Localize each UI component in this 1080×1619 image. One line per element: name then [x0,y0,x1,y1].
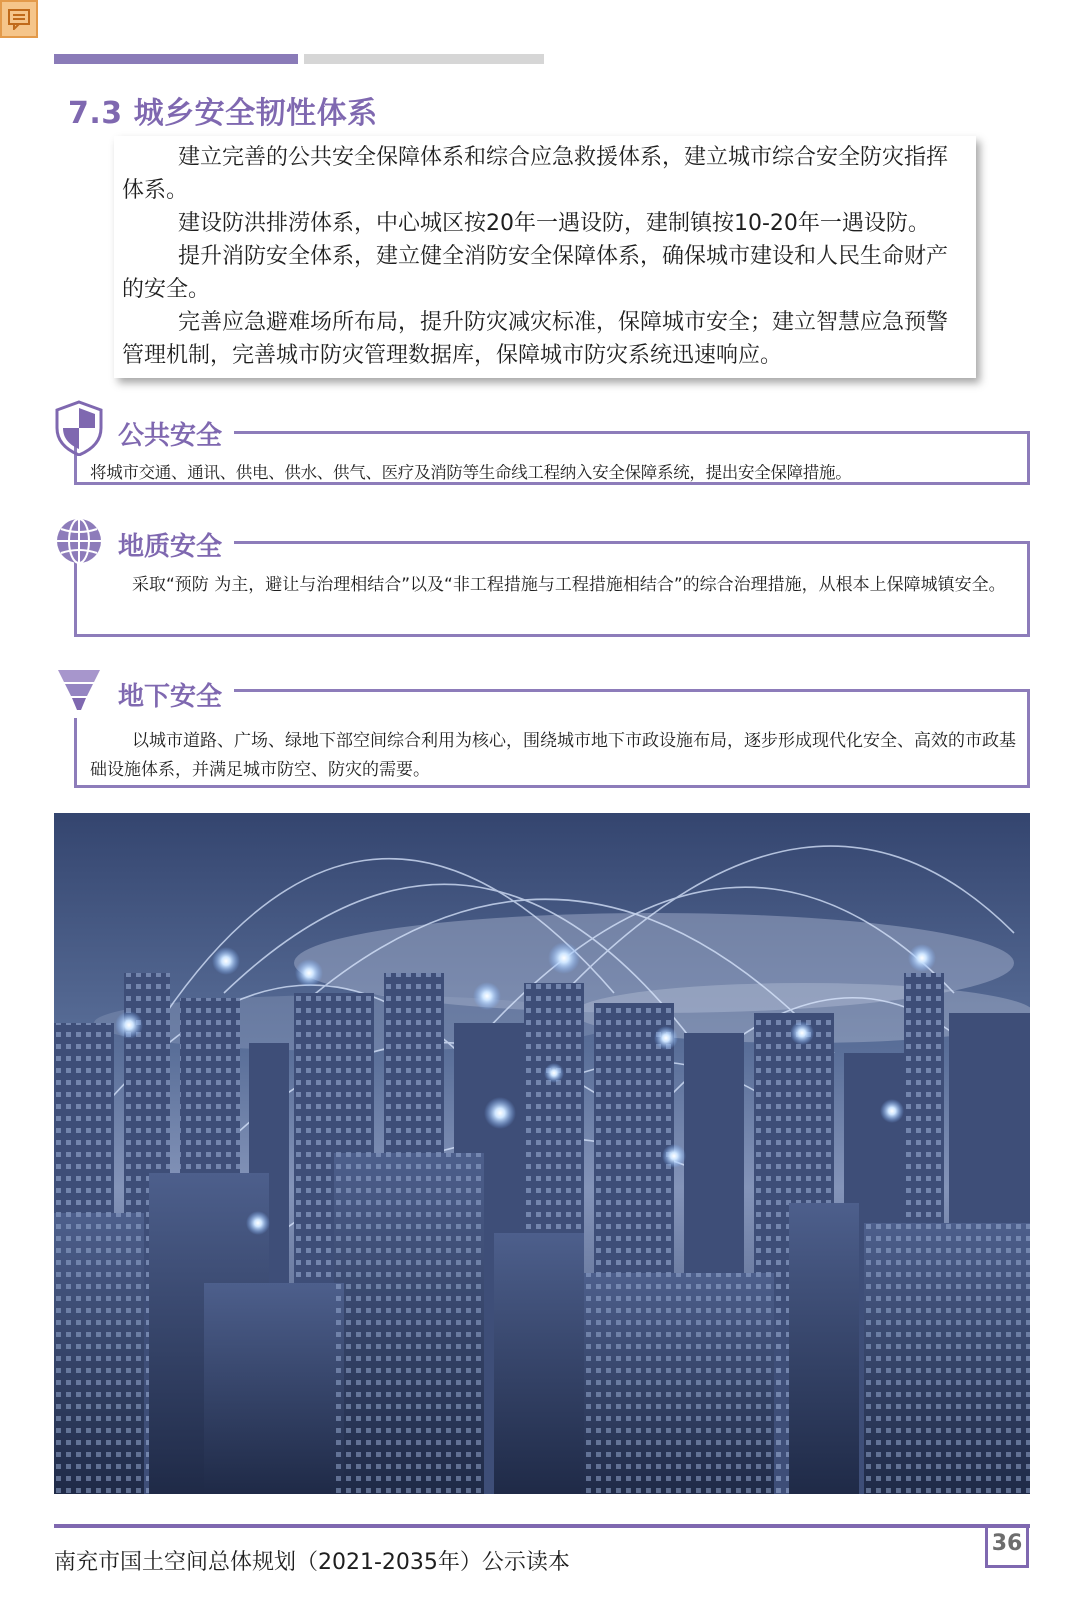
footer-line [54,1524,1030,1528]
card-text: 以城市道路、广场、绿地下部空间综合利用为核心，围绕城市地下市政设施布局，逐步形成现代化安全、高效的市政基础设施体系，并满足城市防空、防灾的需要。 [90,731,1016,780]
card-top-line [234,541,1030,544]
intro-paragraph: 完善应急避难场所布局，提升防灾减灾标准，保障城市安全；建立智慧应急预警管理机制，完善城市防灾管理数据库，保障城市防灾系统迅速响应。 [122,310,949,368]
card-bottom-line [74,785,1030,788]
card-title: 地质安全 [118,526,230,563]
note-icon[interactable] [0,0,38,38]
underground-icon [54,668,104,716]
card-title: 地下安全 [118,676,230,713]
card-top-line [234,689,1030,692]
shield-icon [54,400,104,460]
header-gray-bar [304,54,544,64]
section-title: 7.3 城乡安全韧性体系 [68,96,378,131]
header-accent-bar [54,54,298,64]
city-night-image [54,813,1030,1494]
card-left-line [74,560,77,637]
intro-box [114,136,976,378]
card-top-line [234,431,1030,434]
card-left-line [74,718,77,788]
card-title: 公共安全 [118,415,230,452]
intro-paragraph: 提升消防安全体系，建立健全消防安全保障体系，确保城市建设和人民生命财产的安全。 [122,244,949,302]
card-right-line [1027,541,1030,637]
card-right-line [1027,689,1030,788]
footer-title: 南充市国土空间总体规划（2021-2035年）公示读本 [54,1550,570,1575]
card-text: 将城市交通、通讯、供电、供水、供气、医疗及消防等生命线工程纳入安全保障系统，提出安全保障措施。 [90,463,852,482]
card-text: 采取“预防 为主，避让与治理相结合”以及“非工程措施与工程措施相结合”的综合治理措施，从根本上保障城镇安全。 [132,575,1006,595]
page-number: 36 [985,1524,1029,1568]
intro-paragraph: 建立完善的公共安全保障体系和综合应急救援体系，建立城市综合安全防灾指挥体系。 [122,145,949,203]
globe-icon [54,516,104,570]
intro-paragraph: 建设防洪排涝体系，中心城区按20年一遇设防，建制镇按10-20年一遇设防。 [178,211,930,236]
card-bottom-line [74,634,1030,637]
card-right-line [1027,431,1030,485]
